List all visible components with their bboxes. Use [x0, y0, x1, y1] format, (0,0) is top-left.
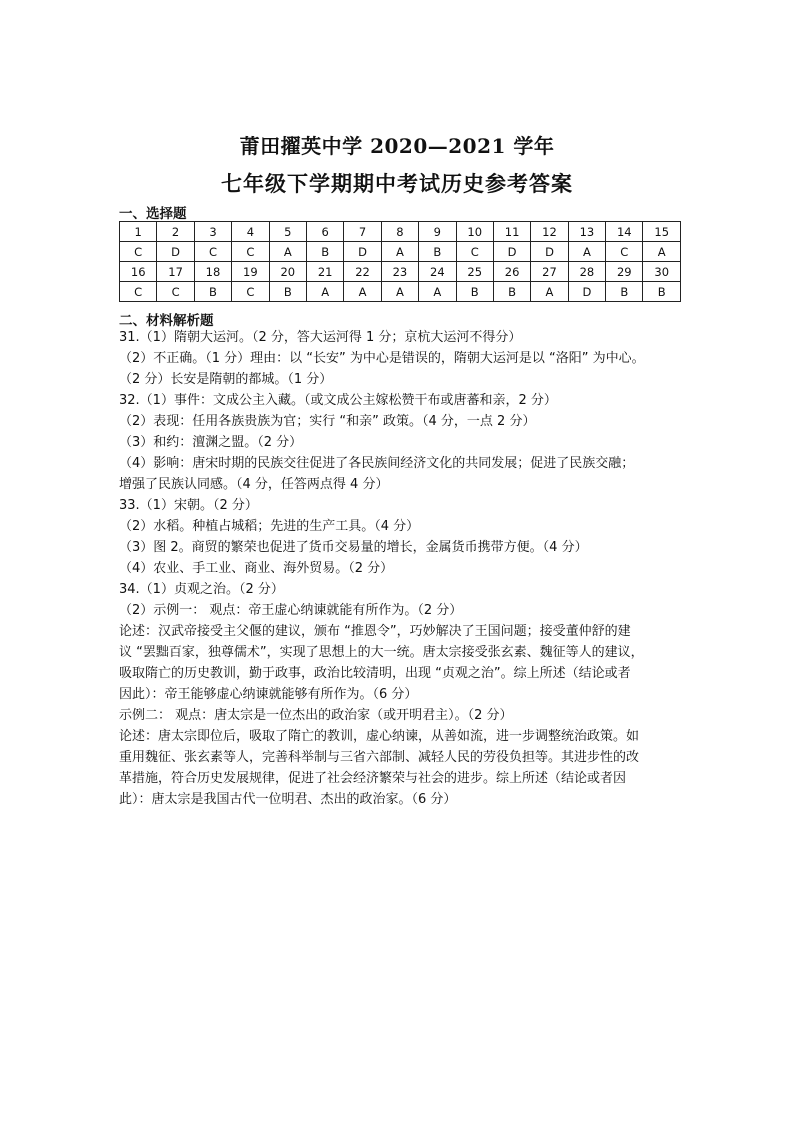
question-number-cell: 4	[232, 222, 269, 242]
question-number-cell: 30	[643, 262, 681, 282]
answer-line: （2）不正确。（1 分）理由：以 “长安” 为中心是错误的，隋朝大运河是以 “洛阳” 为中心。	[119, 351, 645, 366]
answer-cell: D	[568, 282, 605, 302]
answer-cell: B	[306, 242, 343, 262]
answer-cell: B	[194, 282, 231, 302]
answer-line: 示例二： 观点：唐太宗是一位杰出的政治家（或开明君主）。（2 分）	[119, 708, 513, 723]
question-number-cell: 20	[269, 262, 306, 282]
question-number-cell: 23	[381, 262, 418, 282]
question-number-cell: 9	[419, 222, 456, 242]
answer-line: （4）影响：唐宋时期的民族交往促进了各民族间经济文化的共同发展；促进了民族交融；	[119, 456, 635, 471]
answer-cell: C	[456, 242, 493, 262]
answer-cell: B	[643, 282, 681, 302]
exam-title: 七年级下学期期中考试历史参考答案	[221, 171, 573, 196]
answer-cell: B	[493, 282, 530, 302]
question-number-cell: 10	[456, 222, 493, 242]
question-number-cell: 16	[120, 262, 157, 282]
question-number-cell: 5	[269, 222, 306, 242]
answer-cell: A	[568, 242, 605, 262]
answer-line: 32.（1）事件：文成公主入藏。（或文成公主嫁松赞干布或唐蕃和亲，2 分）	[119, 393, 557, 408]
answer-line: 革措施，符合历史发展规律，促进了社会经济繁荣与社会的进步。综上所述（结论或者因	[119, 771, 627, 786]
answer-row	[120, 282, 681, 302]
answer-cell: A	[419, 282, 456, 302]
question-number-cell: 11	[493, 222, 530, 242]
answer-cell: B	[269, 282, 306, 302]
answer-line: 论述：唐太宗即位后，吸取了隋亡的教训，虚心纳谏，从善如流，进一步调整统治政策。如	[119, 729, 640, 744]
answer-cell: A	[306, 282, 343, 302]
answer-line: （3）和约：澶渊之盟。（2 分）	[119, 435, 303, 450]
question-number-cell: 7	[344, 222, 381, 242]
multiple-choice-heading: 一、选择题	[119, 206, 187, 222]
answer-cell: A	[643, 242, 681, 262]
answer-line: 因此）：帝王能够虚心纳谏就能够有所作为。（6 分）	[119, 687, 418, 702]
question-number-cell: 14	[606, 222, 643, 242]
answer-line: 33.（1）宋朝。（2 分）	[119, 498, 258, 513]
answer-line: （2）示例一： 观点：帝王虚心纳谏就能有所作为。（2 分）	[119, 603, 463, 618]
answer-row	[120, 242, 681, 262]
question-number-cell: 27	[531, 262, 568, 282]
question-number-cell: 2	[157, 222, 194, 242]
question-number-cell: 19	[232, 262, 269, 282]
question-number-cell: 29	[606, 262, 643, 282]
question-number-cell: 3	[194, 222, 231, 242]
question-number-cell: 26	[493, 262, 530, 282]
answer-line: 吸取隋亡的历史教训，勤于政事，政治比较清明，出现 “贞观之治”。综上所述（结论或者	[119, 666, 631, 681]
answer-line: （3）图 2。商贸的繁荣也促进了货币交易量的增长，金属货币携带方便。（4 分）	[119, 540, 588, 555]
question-number-row	[120, 262, 681, 282]
answer-cell: D	[493, 242, 530, 262]
answer-cell: C	[232, 242, 269, 262]
question-number-cell: 15	[643, 222, 681, 242]
answer-line: 此）：唐太宗是我国古代一位明君、杰出的政治家。（6 分）	[119, 792, 457, 807]
answer-cell: C	[194, 242, 231, 262]
question-number-cell: 25	[456, 262, 493, 282]
question-number-row	[120, 222, 681, 242]
answer-cell: B	[606, 282, 643, 302]
question-number-cell: 22	[344, 262, 381, 282]
answer-cell: D	[344, 242, 381, 262]
answer-line: 议 “罢黜百家，独尊儒术”，实现了思想上的大一统。唐太宗接受张玄素、魏征等人的建议，	[119, 645, 644, 660]
question-number-cell: 24	[419, 262, 456, 282]
answer-cell: C	[157, 282, 194, 302]
answer-cell: B	[419, 242, 456, 262]
question-number-cell: 13	[568, 222, 605, 242]
answer-line: 34.（1）贞观之治。（2 分）	[119, 582, 284, 597]
answer-line: 重用魏征、张玄素等人，完善科举制与三省六部制、减轻人民的劳役负担等。其进步性的改	[119, 750, 640, 765]
answer-line: 论述：汉武帝接受主父偃的建议，颁布 “推恩令”，巧妙解决了王国问题；接受董仲舒的建	[119, 624, 631, 639]
answer-cell: C	[606, 242, 643, 262]
answer-line: （2）水稻。种植占城稻；先进的生产工具。（4 分）	[119, 519, 420, 534]
answer-line: 31.（1）隋朝大运河。（2 分，答大运河得 1 分；京杭大运河不得分）	[119, 330, 522, 345]
answer-line: （4）农业、手工业、商业、海外贸易。（2 分）	[119, 561, 394, 576]
answer-cell: A	[381, 282, 418, 302]
school-title: 莆田擢英中学 2020—2021 学年	[239, 134, 555, 158]
answer-line: 增强了民族认同感。（4 分，任答两点得 4 分）	[119, 477, 389, 492]
question-number-cell: 28	[568, 262, 605, 282]
answer-cell: A	[344, 282, 381, 302]
answer-cell: D	[531, 242, 568, 262]
answer-text-block	[119, 327, 691, 810]
question-number-cell: 17	[157, 262, 194, 282]
answer-cell: C	[232, 282, 269, 302]
question-number-cell: 6	[306, 222, 343, 242]
question-number-cell: 18	[194, 262, 231, 282]
question-number-cell: 8	[381, 222, 418, 242]
answer-cell: B	[456, 282, 493, 302]
answer-line: （2 分）长安是隋朝的都城。（1 分）	[119, 372, 333, 387]
answer-table	[119, 221, 681, 302]
answer-cell: C	[120, 242, 157, 262]
material-analysis-heading: 二、材料解析题	[119, 313, 214, 329]
question-number-cell: 12	[531, 222, 568, 242]
answer-cell: A	[531, 282, 568, 302]
answer-cell: A	[381, 242, 418, 262]
answer-cell: A	[269, 242, 306, 262]
question-number-cell: 1	[120, 222, 157, 242]
answer-line: （2）表现：任用各族贵族为官；实行 “和亲” 政策。（4 分，一点 2 分）	[119, 414, 536, 429]
question-number-cell: 21	[306, 262, 343, 282]
answer-cell: D	[157, 242, 194, 262]
answer-cell: C	[120, 282, 157, 302]
